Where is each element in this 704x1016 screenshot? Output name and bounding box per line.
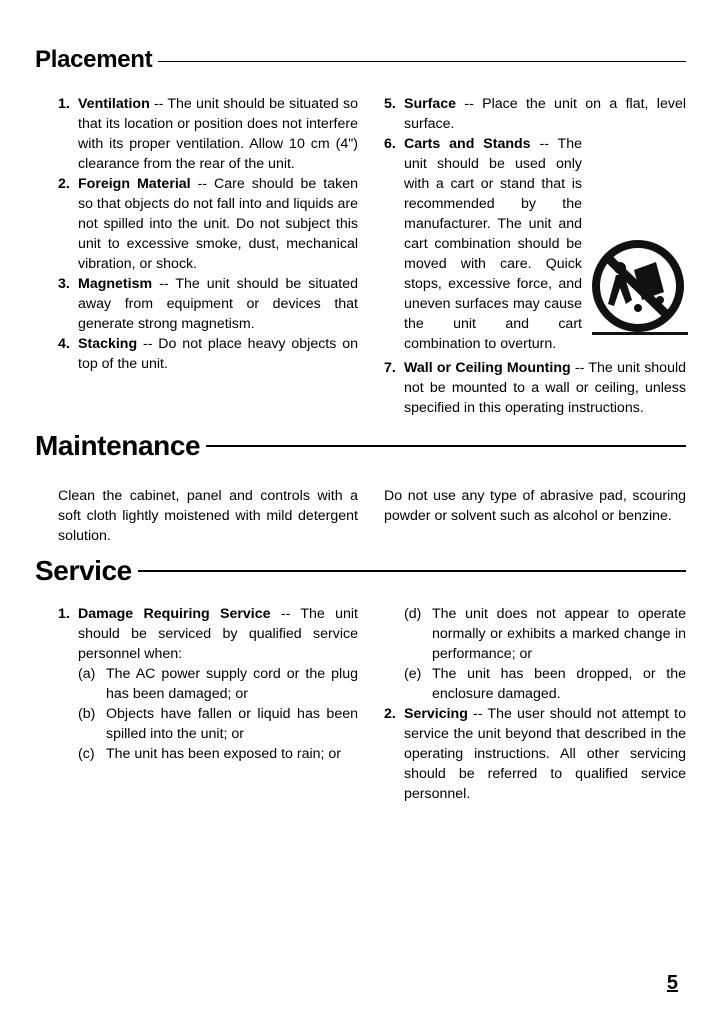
placement-item-wall-or-ceiling bbox=[384, 358, 686, 418]
cart-warning-svg bbox=[586, 234, 690, 344]
item-text: -- The unit should be situated so that its location or position does not interfere with its proper ventilation. Allow 10 cm (4") clearance from the rear of the unit. bbox=[78, 96, 358, 172]
item-label: Servicing bbox=[404, 706, 468, 722]
maintenance-heading bbox=[35, 430, 686, 462]
placement-left-column bbox=[58, 94, 358, 374]
service-subitem bbox=[404, 604, 686, 664]
item-number: 2. bbox=[58, 176, 70, 192]
service-subitems-continued bbox=[384, 604, 686, 704]
item-number: 3. bbox=[58, 276, 70, 292]
item-number: 1. bbox=[58, 606, 70, 622]
item-text: -- Do not place heavy objects on top of the unit. bbox=[78, 336, 358, 372]
service-subitem bbox=[404, 664, 686, 704]
subitem-letter: (b) bbox=[78, 706, 96, 722]
subitem-text: Objects have fallen or liquid has been spilled into the unit; or bbox=[106, 706, 358, 742]
subitem-text: The unit does not appear to operate normally or exhibits a marked change in performance; or bbox=[432, 606, 686, 662]
item-body bbox=[78, 334, 358, 374]
item-number: 1. bbox=[58, 96, 70, 112]
item-body bbox=[78, 94, 358, 174]
item-number: 7. bbox=[384, 360, 396, 376]
item-body bbox=[404, 704, 686, 804]
placement-item-foreign-material bbox=[58, 174, 358, 274]
service-item-servicing bbox=[384, 704, 686, 804]
placement-item-surface bbox=[384, 94, 686, 134]
heading-rule bbox=[138, 570, 686, 572]
subitem-text: The unit has been dropped, or the enclosure damaged. bbox=[432, 666, 686, 702]
item-number: 6. bbox=[384, 136, 396, 152]
heading-rule bbox=[158, 61, 686, 62]
service-subitem bbox=[78, 704, 358, 744]
item-text: -- Care should be taken so that objects do not fall into and liquids are not spilled into the unit. Do not subject this unit to excessive smoke, dust, mechanical vibration, or shock. bbox=[78, 176, 358, 272]
item-text: -- Place the unit on a flat, level surface. bbox=[404, 96, 686, 132]
item-label: Magnetism bbox=[78, 276, 153, 292]
service-title: Service bbox=[35, 555, 132, 586]
service-item-damage-requiring-service bbox=[58, 604, 358, 764]
item-number: 5. bbox=[384, 96, 396, 112]
heading-rule bbox=[206, 445, 686, 447]
item-number: 2. bbox=[384, 706, 396, 722]
item-body bbox=[78, 274, 358, 334]
item-label: Foreign Material bbox=[78, 176, 191, 192]
item-text: -- The user should not attempt to service the unit beyond that described in the operating instructions. All other servicing should be referred to qualified service personnel. bbox=[404, 706, 686, 802]
item-label: Ventilation bbox=[78, 96, 150, 112]
item-body bbox=[404, 94, 686, 134]
item-body bbox=[404, 358, 686, 418]
subitem-letter: (c) bbox=[78, 746, 95, 762]
placement-right-column bbox=[384, 94, 686, 418]
maintenance-title: Maintenance bbox=[35, 430, 201, 461]
placement-item-carts-and-stands bbox=[384, 134, 686, 354]
item-body bbox=[78, 174, 358, 274]
placement-title: Placement bbox=[35, 46, 153, 73]
item-text: -- The unit should be serviced by qualified service personnel when: bbox=[78, 606, 358, 662]
subitem-text: The AC power supply cord or the plug has been damaged; or bbox=[106, 666, 358, 702]
maintenance-left-text: Clean the cabinet, panel and controls with a soft cloth lightly moistened with mild detergent solution. bbox=[58, 488, 358, 544]
maintenance-right-text: Do not use any type of abrasive pad, scouring powder or solvent such as alcohol or benzine. bbox=[384, 488, 686, 524]
item-body bbox=[78, 604, 358, 764]
item-number: 4. bbox=[58, 336, 70, 352]
subitem-letter: (e) bbox=[404, 666, 422, 682]
item-label: Wall or Ceiling Mounting bbox=[404, 360, 571, 376]
item-label: Surface bbox=[404, 96, 457, 112]
item-label: Carts and Stands bbox=[404, 136, 531, 152]
item-body bbox=[404, 134, 686, 354]
page-number: 5 bbox=[666, 972, 678, 994]
placement-item-ventilation bbox=[58, 94, 358, 174]
placement-item-magnetism bbox=[58, 274, 358, 334]
placement-item-stacking bbox=[58, 334, 358, 374]
service-heading bbox=[35, 555, 686, 587]
item-label: Stacking bbox=[78, 336, 138, 352]
placement-heading bbox=[35, 46, 686, 74]
cart-tipover-warning-icon bbox=[586, 234, 690, 344]
service-subitem bbox=[78, 664, 358, 704]
item-text: -- The unit should be situated away from equipment or devices that generate strong magnetism. bbox=[78, 276, 358, 332]
service-left-column bbox=[58, 604, 358, 764]
service-subitem bbox=[78, 744, 358, 764]
item-text: -- The unit should be used only with a cart or stand that is recommended by the manufacturer. The unit and cart combination should be moved with care. Quick stops, excessive force, and uneven surfaces may cause the unit and cart combination to overturn. bbox=[404, 136, 582, 352]
subitem-letter: (a) bbox=[78, 666, 96, 682]
item-text: -- The unit should not be mounted to a wall or ceiling, unless specified in this operating instructions. bbox=[404, 360, 686, 416]
subitem-letter: (d) bbox=[404, 606, 422, 622]
service-right-column bbox=[384, 604, 686, 804]
subitem-text: The unit has been exposed to rain; or bbox=[106, 746, 342, 762]
item-label: Damage Requiring Service bbox=[78, 606, 271, 622]
